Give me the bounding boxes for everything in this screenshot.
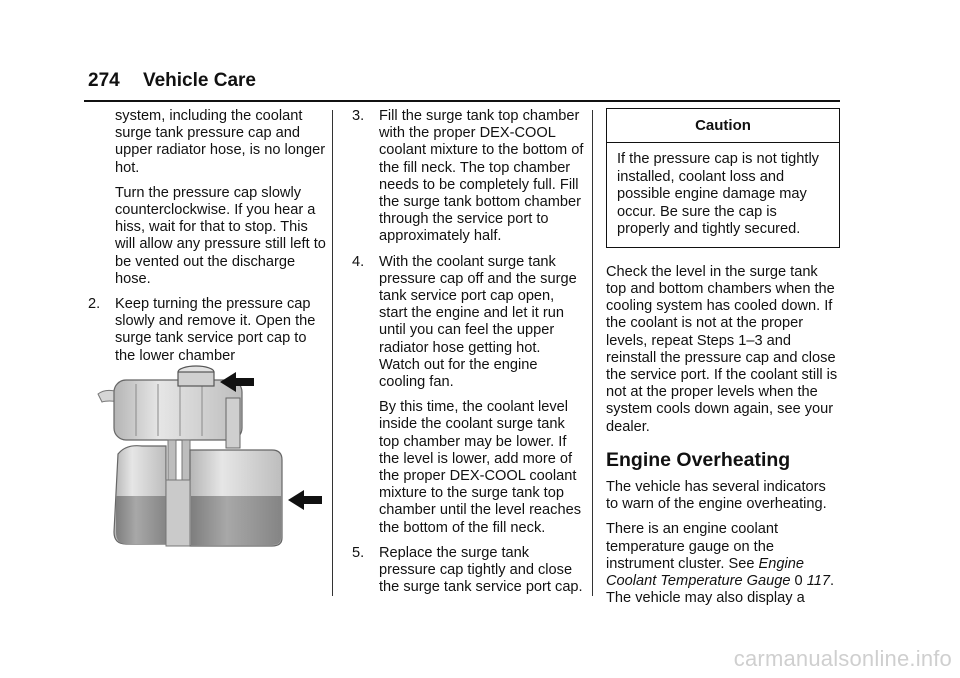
step-5 [352,545,584,597]
step-text: Fill the surge tank top chamber with the proper DEX-COOL coolant mixture to the bottom of the fill neck. The top chamber needs to be completely full. Fill the surge tank bottom chamber through the service port to approximately half. [379,108,584,245]
paragraph-check-level: Check the level in the surge tank top and bottom chambers when the cooling system has cooled down. If the coolant is not at the proper levels, repeat Steps 1–3 and reinstall the pressure cap and close the service port. If the coolant still is not at the proper levels when the system cools down again, see your dealer. [606,263,838,435]
caution-text: If the pressure cap is not tightly installed, coolant loss and possible engine damage may occur. Be sure the cap is properly and tightly secured. [617,151,819,238]
step-number: 3. [352,108,365,124]
step-2 [88,296,328,365]
step-text: Keep turning the pressure cap slowly and remove it. Open the surge tank service port cap to the lower chamber [115,296,316,364]
paragraph-continued: system, including the coolant surge tank pressure cap and upper radiator hose, is no longer hot. [115,108,326,176]
step-number: 4. [352,253,365,270]
paragraph-gauge [606,521,840,607]
header-rule [84,100,840,102]
page-reference-symbol: 0 [794,572,803,589]
step-number: 2. [88,296,101,313]
column-divider-1 [332,110,333,596]
paragraph-indicators: The vehicle has several indicators to warn of the engine overheating. [606,478,827,513]
step-3 [352,108,584,246]
step-4 [352,254,584,392]
column-divider-2 [592,110,593,596]
step-4-subparagraph: By this time, the coolant level inside the coolant surge tank top chamber may be lower. If the level is lower, add more of the proper DEX-COOL coolant mixture to the surge tank top chamber until the level reaches the bottom of the fill neck. [379,399,581,536]
step-text: With the coolant surge tank pressure cap off and the surge tank service port cap open, start the engine and let it run until you can feel the upper radiator hose getting hot. Watch out for the engine cooling fan. [379,253,577,391]
watermark: carmanualsonline.info [733,646,952,671]
page-number: 274 [88,70,120,91]
section-title: Vehicle Care [142,70,257,91]
gauge-tail-text: The vehicle may also display a [606,590,805,607]
surge-tank-illustration [96,362,324,550]
gauge-reference-title[interactable]: Engine Coolant Temperature Gauge [606,555,804,589]
caution-box [606,108,840,248]
column-2 [352,108,584,604]
caution-title: Caution [607,109,839,143]
page-header [88,70,256,92]
paragraph-turn-cap: Turn the pressure cap slowly counterclockwise. If you hear a hiss, wait for that to stop. This will allow any pressure still left to be vented out the discharge hose. [115,184,326,287]
arrow-service-port-icon [288,490,322,510]
page-reference-number[interactable]: 117 [806,572,830,589]
step-text: Replace the surge tank pressure cap tightly and close the surge tank service port cap. [379,544,583,596]
step-number: 5. [352,544,365,561]
section-heading: Engine Overheating [606,448,791,471]
period: . [829,572,835,589]
column-3 [606,108,840,615]
gauge-text: There is an engine coolant temperature gauge on the instrument cluster. See [606,521,778,572]
column-1 [88,108,328,373]
